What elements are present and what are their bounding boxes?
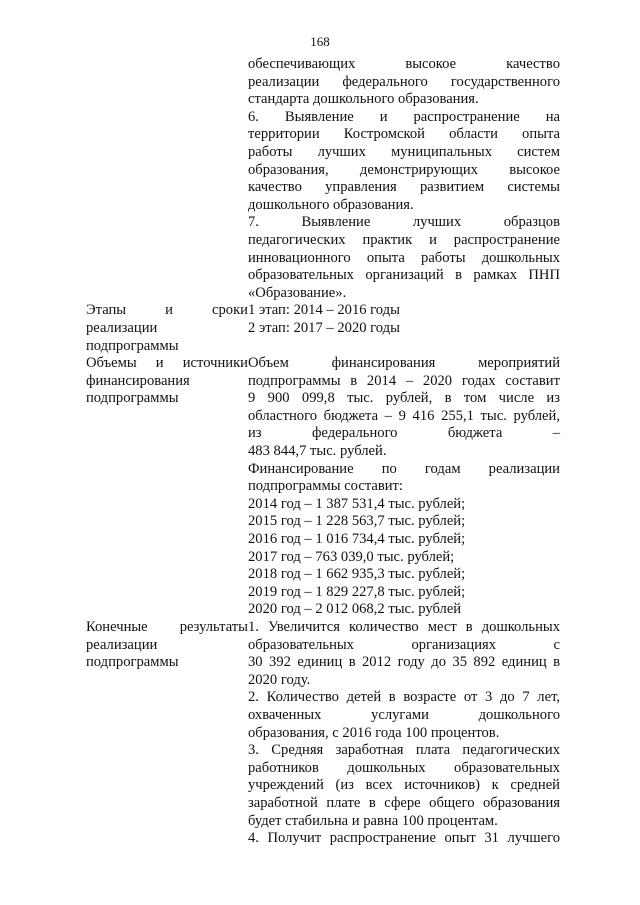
text-line: 2018 год – 1 662 935,3 тыс. рублей; bbox=[248, 566, 466, 583]
heading-line: реализации bbox=[86, 636, 158, 653]
text-line: 2. Количество детей в возрасте от 3 до 7 лет, bbox=[248, 689, 560, 706]
text-line: «Образование». bbox=[248, 284, 347, 301]
text-line: педагогических практик и распространение bbox=[248, 231, 560, 248]
text-line: 2020 год – 2 012 068,2 тыс. рублей bbox=[248, 601, 462, 618]
text-line: 2014 год – 1 387 531,4 тыс. рублей; bbox=[248, 495, 466, 512]
text-line: образовательных организациях с bbox=[248, 636, 560, 653]
text-line: заработной плате в сфере общего образования bbox=[248, 794, 560, 811]
row-heading-cell bbox=[86, 355, 248, 619]
text-line: 9 900 099,8 тыс. рублей, в том числе из bbox=[248, 390, 560, 407]
text-line: 2 этап: 2017 – 2020 годы bbox=[248, 319, 400, 336]
goals-continuation-row bbox=[86, 56, 560, 302]
text-line: 2015 год – 1 228 563,7 тыс. рублей; bbox=[248, 513, 466, 530]
text-line: качество управления развитием системы bbox=[248, 179, 560, 196]
text-line: 3. Средняя заработная плата педагогических bbox=[248, 742, 560, 759]
text-line: 2016 год – 1 016 734,4 тыс. рублей; bbox=[248, 531, 466, 548]
row-heading-cell bbox=[86, 619, 248, 848]
heading-line: подпрограммы bbox=[86, 390, 179, 407]
text-line: 2020 году. bbox=[248, 671, 311, 688]
text-line: территории Костромской области опыта bbox=[248, 126, 560, 143]
text-line: 1. Увеличится количество мест в дошкольных bbox=[248, 619, 560, 635]
text-line: стандарта дошкольного образования. bbox=[248, 91, 479, 108]
text-line: 2019 год – 1 829 227,8 тыс. рублей; bbox=[248, 583, 466, 600]
text-line: дошкольного образования. bbox=[248, 196, 414, 213]
page-number: 168 bbox=[310, 34, 330, 49]
text-line: 483 844,7 тыс. рублей. bbox=[248, 443, 387, 460]
text-line: 6. Выявление и распространение на bbox=[248, 108, 560, 125]
text-line: обеспечивающих высокое качество bbox=[248, 56, 560, 72]
heading-line: реализации bbox=[86, 319, 158, 336]
text-line: будет стабильна и равна 100 процентам. bbox=[248, 812, 498, 829]
text-line: образования, с 2016 года 100 процентов. bbox=[248, 724, 500, 741]
text-line: областного бюджета – 9 416 255,1 тыс. рублей, bbox=[248, 407, 560, 424]
text-line: учреждений (из всех источников) к средней bbox=[248, 777, 560, 794]
row-content-cell bbox=[248, 355, 560, 619]
heading-line: Объемы и источники bbox=[86, 355, 248, 372]
heading-line: Конечные результаты bbox=[86, 619, 248, 635]
row-content-cell bbox=[248, 56, 560, 302]
subprogram-passport-table bbox=[86, 56, 560, 848]
text-line: Финансирование по годам реализации bbox=[248, 460, 560, 477]
text-line: образования, демонстрирующих высокое bbox=[248, 161, 560, 178]
text-line: 2017 год – 763 039,0 тыс. рублей; bbox=[248, 548, 455, 565]
text-line: инновационного опыта работы дошкольных bbox=[248, 249, 560, 266]
heading-line: финансирования bbox=[86, 372, 190, 389]
text-line: работников дошкольных образовательных bbox=[248, 759, 560, 776]
text-line: образовательных организаций в рамках ПНП bbox=[248, 267, 560, 284]
text-line: охваченных услугами дошкольного bbox=[248, 706, 560, 723]
text-line: 4. Получит распространение опыт 31 лучшего bbox=[248, 830, 560, 847]
text-line: 1 этап: 2014 – 2016 годы bbox=[248, 302, 400, 319]
heading-line: подпрограммы bbox=[86, 337, 179, 354]
heading-line: подпрограммы bbox=[86, 654, 179, 671]
heading-line: Этапы и сроки bbox=[86, 302, 248, 319]
text-line: 30 392 единиц в 2012 году до 35 892 единиц в bbox=[248, 654, 560, 671]
final-results-row bbox=[86, 619, 560, 848]
text-line: подпрограммы в 2014 – 2020 годах составит bbox=[248, 372, 560, 389]
row-heading-cell bbox=[86, 302, 248, 355]
text-line: из федерального бюджета – bbox=[248, 425, 560, 442]
row-heading-cell bbox=[86, 56, 248, 302]
text-line: реализации федерального государственного bbox=[248, 73, 560, 90]
text-line: Объем финансирования мероприятий bbox=[248, 355, 560, 372]
stages-and-terms-row bbox=[86, 302, 560, 355]
text-line: подпрограммы составит: bbox=[248, 478, 403, 495]
text-line: 7. Выявление лучших образцов bbox=[248, 214, 560, 231]
row-content-cell bbox=[248, 302, 560, 355]
row-content-cell bbox=[248, 619, 560, 848]
text-line: работы лучших муниципальных систем bbox=[248, 143, 560, 160]
funding-row bbox=[86, 355, 560, 619]
